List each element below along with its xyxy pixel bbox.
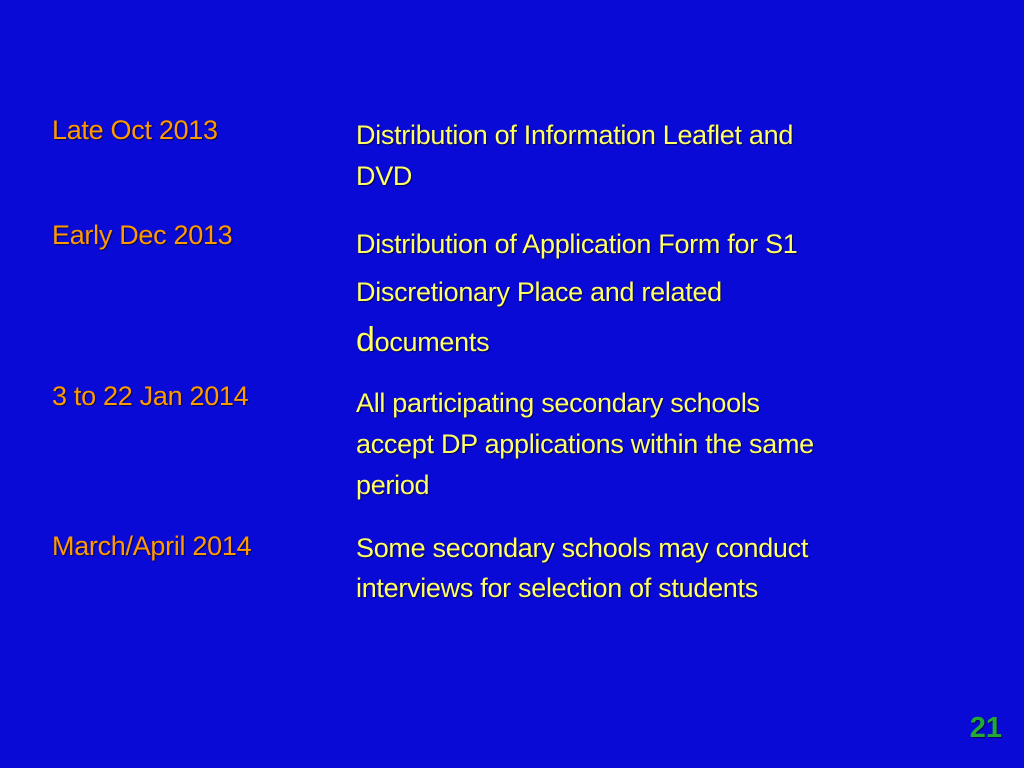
timeline-description-information-leaflet bbox=[356, 115, 976, 197]
page-number: 21 bbox=[969, 712, 1002, 744]
description-line-rest: ocuments bbox=[374, 327, 490, 357]
description-line: All participating secondary schools bbox=[356, 388, 760, 418]
timeline-description-dp-applications bbox=[356, 383, 976, 506]
description-line: Discretionary Place and related bbox=[356, 277, 722, 307]
description-enlarged-letter: d bbox=[356, 321, 375, 359]
timeline-date-late-oct-2013: Late Oct 2013 bbox=[52, 115, 218, 145]
description-line: DVD bbox=[356, 161, 413, 191]
description-line: accept DP applications within the same bbox=[356, 429, 814, 459]
timeline-description-application-form bbox=[356, 220, 976, 366]
timeline-date-jan-2014: 3 to 22 Jan 2014 bbox=[52, 381, 249, 411]
timeline-date-early-dec-2013: Early Dec 2013 bbox=[52, 220, 233, 250]
timeline-description-interviews bbox=[356, 528, 976, 608]
description-line bbox=[356, 316, 976, 366]
description-line: Distribution of Information Leaflet and bbox=[356, 120, 794, 150]
description-line: interviews for selection of students bbox=[356, 573, 758, 603]
description-line: Distribution of Application Form for S1 bbox=[356, 229, 798, 259]
description-line: period bbox=[356, 470, 430, 500]
timeline-date-march-april-2014: March/April 2014 bbox=[52, 531, 252, 561]
description-line: Some secondary schools may conduct bbox=[356, 533, 809, 563]
